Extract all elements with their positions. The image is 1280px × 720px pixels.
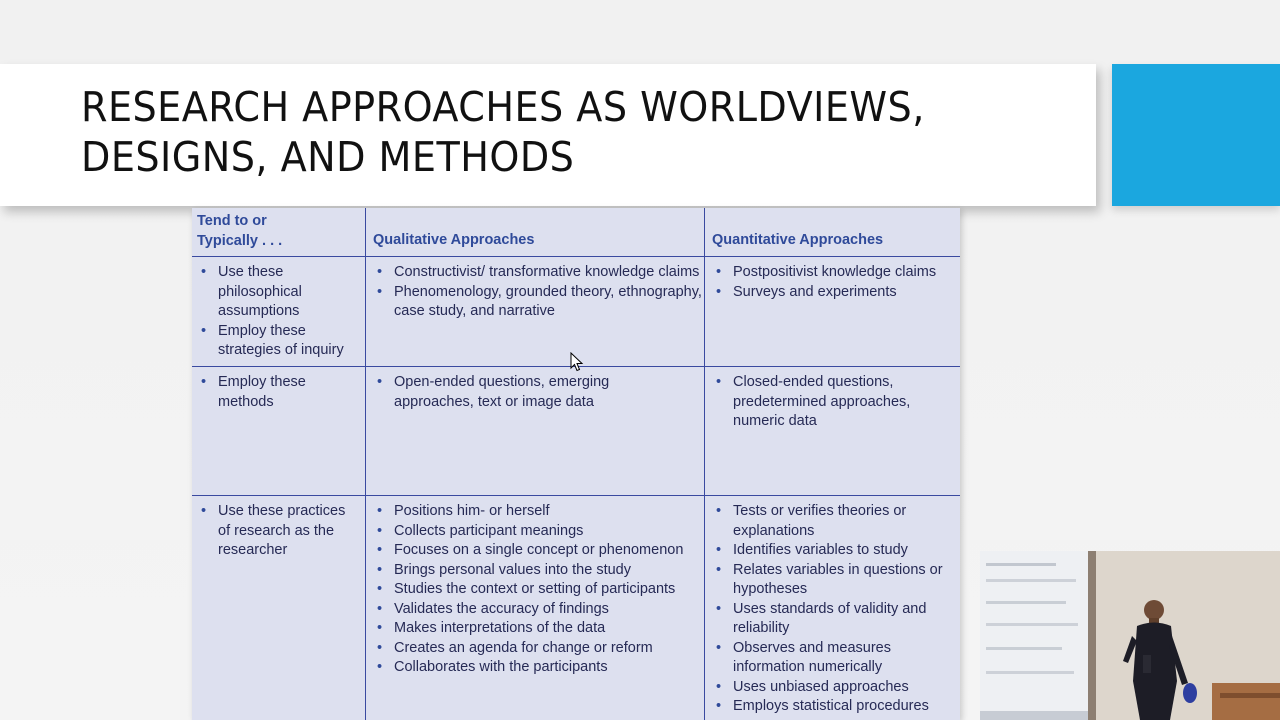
- list-item: • Positions him- or herself: [373, 502, 703, 522]
- comparison-table: [192, 208, 960, 720]
- table-cell: [373, 373, 673, 412]
- accent-block: [1112, 64, 1280, 206]
- slide-title-line-1: RESEARCH APPROACHES AS WORLDVIEWS,: [81, 83, 925, 131]
- list-item: • Surveys and experiments: [712, 283, 952, 303]
- list-item: • Uses standards of validity and reliability: [712, 600, 957, 639]
- header-qualitative: Qualitative Approaches: [373, 232, 535, 248]
- table-cell: [197, 502, 347, 561]
- list-item: • Closed-ended questions, predetermined approaches, numeric data: [712, 373, 952, 432]
- list-item: • Postpositivist knowledge claims: [712, 263, 952, 283]
- list-item: • Collaborates with the participants: [373, 658, 703, 678]
- column-divider: [704, 208, 705, 720]
- presenter-video-frame: [980, 551, 1280, 720]
- list-item: • Uses unbiased approaches: [712, 678, 957, 698]
- table-cell: [373, 263, 703, 322]
- list-item: • Relates variables in questions or hypotheses: [712, 561, 957, 600]
- list-item: • Tests or verifies theories or explanations: [712, 502, 957, 541]
- slide-title-line-2: DESIGNS, AND METHODS: [81, 133, 575, 181]
- header-quantitative: Quantitative Approaches: [712, 232, 884, 248]
- list-item: • Identifies variables to study: [712, 541, 957, 561]
- list-item: • Collects participant meanings: [373, 522, 703, 542]
- list-item: • Employs statistical procedures: [712, 697, 957, 717]
- table-cell: [712, 373, 952, 432]
- list-item: • Validates the accuracy of findings: [373, 600, 703, 620]
- list-item: • Constructivist/ transformative knowledge claims: [373, 263, 703, 283]
- list-item: • Phenomenology, grounded theory, ethnography, case study, and narrative: [373, 283, 703, 322]
- presenter-video-inset: [980, 551, 1280, 720]
- table-cell: [373, 502, 703, 678]
- list-item: • Studies the context or setting of participants: [373, 580, 703, 600]
- list-item: • Employ these strategies of inquiry: [197, 322, 362, 361]
- table-cell: [712, 263, 952, 302]
- list-item: • Brings personal values into the study: [373, 561, 703, 581]
- column-divider: [365, 208, 366, 720]
- list-item: • Use these practices of research as the researcher: [197, 502, 347, 561]
- row-divider: [192, 256, 960, 257]
- table-cell: [712, 502, 957, 717]
- header-tend-to: Tend to or Typically . . .: [197, 213, 283, 249]
- list-item: • Observes and measures information numerically: [712, 639, 957, 678]
- list-item: • Use these philosophical assumptions: [197, 263, 362, 322]
- list-item: • Makes interpretations of the data: [373, 619, 703, 639]
- list-item: • Open-ended questions, emerging approaches, text or image data: [373, 373, 673, 412]
- list-item: • Focuses on a single concept or phenomenon: [373, 541, 703, 561]
- slide-title: [81, 82, 1011, 182]
- table-cell: [197, 373, 337, 412]
- row-divider: [192, 495, 960, 496]
- table-cell: [197, 263, 362, 361]
- list-item: • Employ these methods: [197, 373, 337, 412]
- list-item: • Creates an agenda for change or reform: [373, 639, 703, 659]
- mouse-cursor-icon: [570, 352, 584, 372]
